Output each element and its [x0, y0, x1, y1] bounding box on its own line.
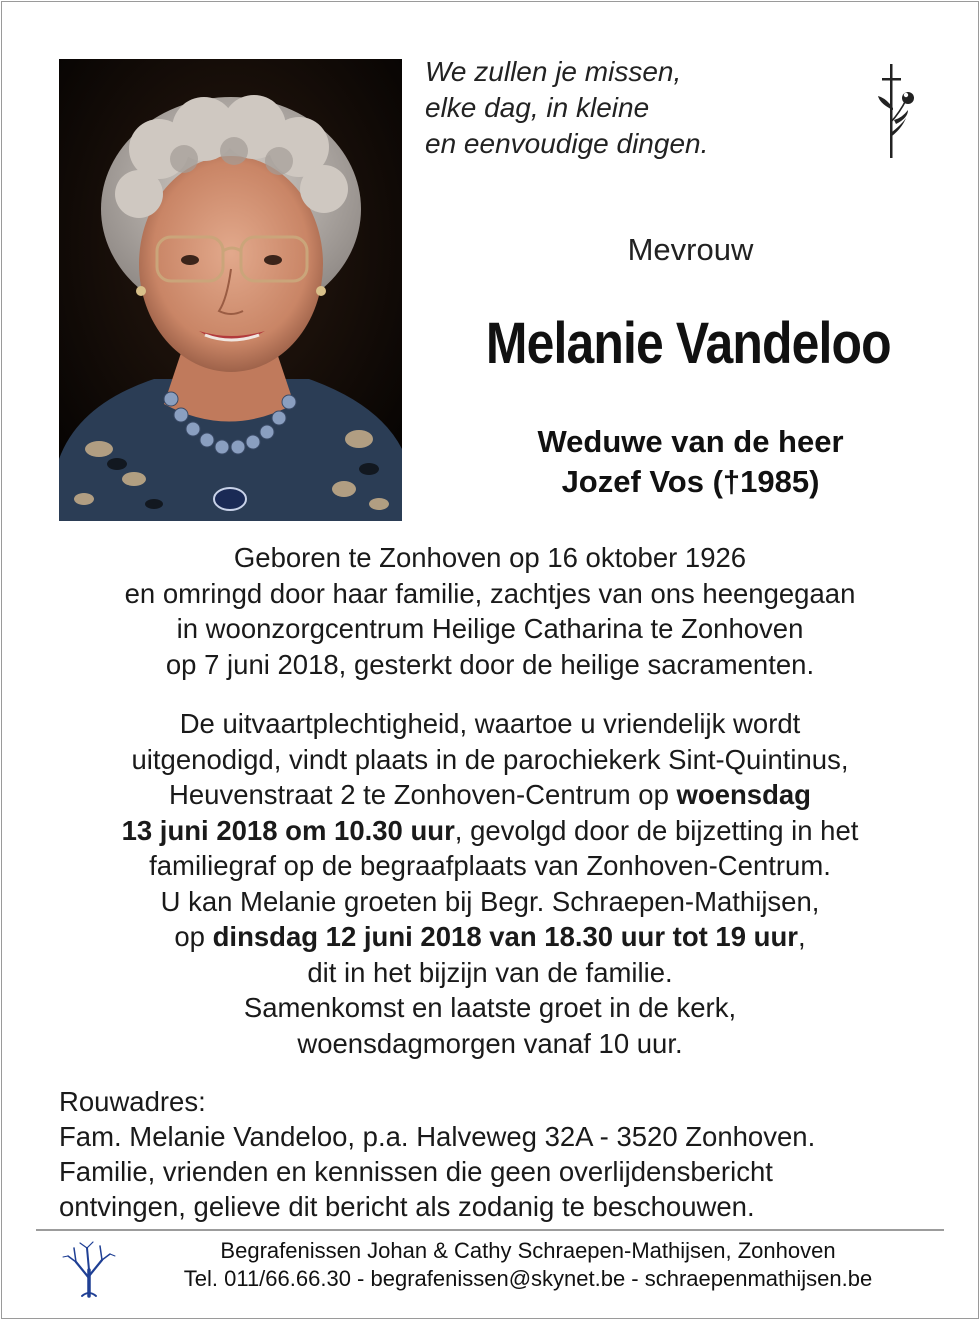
details-line: familiegraf op de begraafplaats van Zonhoven-Centrum. — [149, 850, 831, 881]
details-line: uitgenodigd, vindt plaats in de parochiekerk Sint-Quintinus, — [131, 743, 849, 775]
honorific: Mevrouw — [627, 232, 754, 267]
deceased-name: Melanie Vandeloo — [485, 311, 891, 376]
details-line: Samenkomst en laatste groet in de kerk, — [243, 992, 737, 1023]
details-text: Heuvenstraat 2 te Zonhoven-Centrum op — [169, 779, 677, 810]
details-line — [0, 813, 980, 849]
address-note: ontvingen, gelieve dit bericht als zodanig te beschouwen. — [59, 1191, 755, 1222]
memorial-quote — [425, 54, 708, 162]
mourning-address — [59, 1084, 815, 1224]
quote-line: en eenvoudige dingen. — [425, 128, 709, 159]
announcement-line: Geboren te Zonhoven op 16 oktober 1926 — [233, 542, 747, 573]
address-line: Fam. Melanie Vandeloo, p.a. Halveweg 32A - 3520 Zonhoven. — [59, 1121, 816, 1152]
death-announcement — [0, 540, 980, 682]
widow-line: Weduwe van de heer — [537, 424, 844, 459]
details-line: De uitvaartplechtigheid, waartoe u vriendelijk wordt — [179, 708, 801, 739]
details-text: op — [174, 921, 213, 952]
details-text: , gevolgd door de bijzetting in het — [454, 814, 859, 846]
details-line — [0, 777, 980, 813]
announcement-line: in woonzorgcentrum Heilige Catharina te Zonhoven — [176, 613, 804, 644]
quote-line: We zullen je missen, — [425, 56, 682, 87]
details-line: woensdagmorgen vanaf 10 uur. — [297, 1027, 683, 1059]
widow-line: Jozef Vos (†1985) — [561, 464, 820, 499]
funeral-home-name: Begrafenissen Johan & Cathy Schraepen-Mathijsen, Zonhoven — [220, 1238, 836, 1263]
announcement-line: op 7 juni 2018, gesterkt door de heilige sacramenten. — [165, 648, 815, 680]
quote-line: elke dag, in kleine — [425, 92, 650, 123]
funeral-details — [0, 706, 980, 1061]
details-line — [0, 919, 980, 955]
details-bold-text: dinsdag 12 juni 2018 van 18.30 uur tot 19 uur — [212, 921, 798, 952]
details-text: , — [797, 921, 806, 952]
details-line: U kan Melanie groeten bij Begr. Schraepen-Mathijsen, — [160, 885, 820, 917]
tree-logo-icon — [60, 1240, 118, 1298]
funeral-home-contact: Tel. 011/66.66.30 - begrafenissen@skynet.be - schraepenmathijsen.be — [183, 1266, 873, 1291]
details-bold-text: 13 juni 2018 om 10.30 uur — [121, 814, 455, 846]
address-label: Rouwadres: — [59, 1086, 206, 1117]
portrait-photo — [59, 59, 402, 521]
address-note: Familie, vrienden en kennissen die geen overlijdensbericht — [59, 1156, 773, 1187]
footer-divider — [36, 1229, 944, 1231]
details-bold-text: woensdag — [676, 779, 811, 810]
details-line: dit in het bijzijn van de familie. — [307, 956, 673, 988]
cross-with-rose-icon — [872, 62, 922, 160]
announcement-line: en omringd door haar familie, zachtjes van ons heengegaan — [124, 577, 856, 609]
widow-notice — [403, 422, 978, 502]
